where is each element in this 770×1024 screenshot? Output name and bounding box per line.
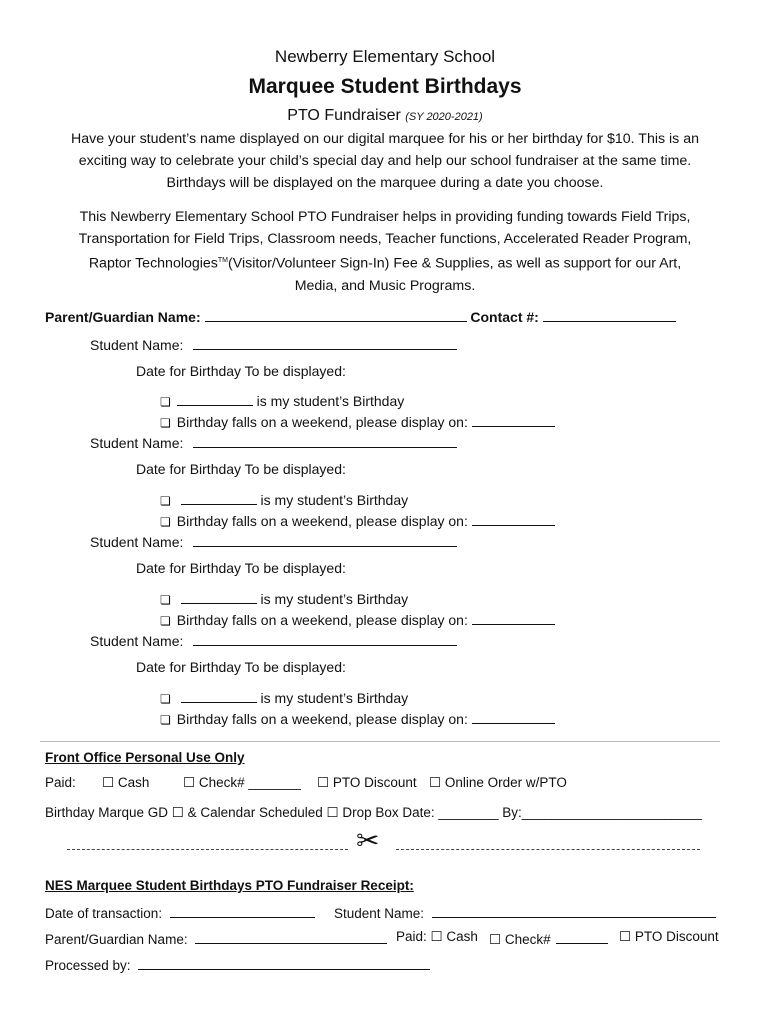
checkbox[interactable]: ❏ [160,614,171,628]
weekend-text: Birthday falls on a weekend, please display on: [176,711,468,727]
receipt-parent-row [45,929,387,947]
intro-line: Have your student’s name displayed on our digital marquee for his or her birthday for $10. This is an [70,131,699,147]
student-row [90,335,457,353]
office-marque-line: Birthday Marque GD ☐ & Calendar Scheduled ☐ Drop Box Date: ________ By:________________________ [45,805,702,820]
student-name-field[interactable] [193,631,457,646]
receipt-paid-cash[interactable]: Paid: ☐ Cash [396,929,478,944]
birthday-text: is my student’s Birthday [260,492,409,508]
student-row [90,433,457,451]
receipt-check-field[interactable] [556,929,608,944]
office-heading: Front Office Personal Use Only [45,750,245,765]
office-pto-discount-option[interactable]: ☐ PTO Discount [317,775,417,790]
receipt-heading: NES Marquee Student Birthdays PTO Fundraiser Receipt: [45,878,414,893]
weekend-text: Birthday falls on a weekend, please display on: [176,612,468,628]
office-paid-label: Paid: [45,775,76,790]
weekend-date-field[interactable] [472,709,555,724]
weekend-date-field[interactable] [472,610,555,625]
date-label: Date for Birthday To be displayed: [136,659,346,675]
contact-label: Contact #: [470,309,539,325]
student-label: Student Name: [90,534,184,550]
weekend-date-field[interactable] [472,412,555,427]
scissors-icon: ✂ [356,825,380,856]
trademark: TM [217,257,229,264]
office-cash-option[interactable]: ☐ Cash [102,775,150,790]
receipt-student-row [334,903,716,921]
page-title: Marquee Student Birthdays [248,75,522,98]
receipt-student-field[interactable] [432,903,716,918]
weekend-text: Birthday falls on a weekend, please display on: [176,513,468,529]
checkbox[interactable]: ❏ [160,494,171,508]
weekend-option [160,511,555,529]
weekend-option [160,412,555,430]
checkbox[interactable]: ❏ [160,416,171,430]
receipt-pto-discount-option[interactable]: ☐ PTO Discount [619,929,719,944]
student-name-field[interactable] [193,433,457,448]
birthday-date-field[interactable] [181,688,257,703]
receipt-check-option[interactable]: ☐ Check# [489,932,551,947]
funding-line [40,250,730,275]
receipt-parent-field[interactable] [195,929,387,944]
student-row [90,532,457,550]
receipt-processed-label: Processed by: [45,958,131,973]
intro-line: exciting way to celebrate your child’s special day and help our school fundraiser at the same time. [78,153,692,169]
intro-paragraph [40,128,730,194]
weekend-date-field[interactable] [472,511,555,526]
checkbox[interactable]: ❏ [160,593,171,607]
contact-field[interactable] [543,307,676,322]
cut-line-right [396,849,700,850]
checkbox[interactable]: ❏ [160,713,171,727]
weekend-text: Birthday falls on a weekend, please display on: [176,414,468,430]
receipt-date-row [45,903,315,921]
parent-row [45,307,676,325]
birthday-option [160,391,404,409]
receipt-student-label: Student Name: [334,906,425,921]
section-divider [40,741,720,742]
subtitle-label: PTO Fundraiser [287,107,401,124]
cut-line-left [67,849,348,850]
parent-name-field[interactable] [205,307,467,322]
receipt-processed-field[interactable] [138,955,430,970]
school-name: Newberry Elementary School [274,47,496,66]
receipt-processed-row [45,955,430,973]
funding-paragraph [40,206,730,297]
birthday-option [160,589,408,607]
student-name-field[interactable] [193,335,457,350]
student-label: Student Name: [90,337,184,353]
receipt-parent-label: Parent/Guardian Name: [45,932,188,947]
date-label: Date for Birthday To be displayed: [136,363,346,379]
student-label: Student Name: [90,633,184,649]
student-label: Student Name: [90,435,184,451]
birthday-text: is my student’s Birthday [260,690,409,706]
raptor-text: Raptor Technologies [88,255,218,272]
receipt-check-row [489,929,608,948]
checkbox[interactable]: ❏ [160,515,171,529]
checkbox[interactable]: ❏ [160,395,171,409]
receipt-date-label: Date of transaction: [45,906,163,921]
birthday-text: is my student’s Birthday [260,591,409,607]
parent-label: Parent/Guardian Name: [45,309,201,325]
funding-line: This Newberry Elementary School PTO Fundraiser helps in providing funding towards Field Trips, [79,209,691,225]
birthday-option [160,688,408,706]
birthday-option [160,490,408,508]
raptor-rest: (Visitor/Volunteer Sign-In) Fee & Supplies, as well as support for our Art, [228,255,682,272]
office-online-order-option[interactable]: ☐ Online Order w/PTO [429,775,567,790]
date-label: Date for Birthday To be displayed: [136,461,346,477]
funding-line: Transportation for Field Trips, Classroom needs, Teacher functions, Accelerated Reader Program, [78,231,692,247]
student-row [90,631,457,649]
checkbox[interactable]: ❏ [160,692,171,706]
receipt-date-field[interactable] [170,903,315,918]
office-check-option[interactable]: ☐ Check# _______ [183,775,301,790]
intro-line: Birthdays will be displayed on the marquee during a date you choose. [166,175,604,191]
school-year: (SY 2020-2021) [405,111,483,123]
birthday-date-field[interactable] [177,391,253,406]
weekend-option [160,709,555,727]
weekend-option [160,610,555,628]
birthday-date-field[interactable] [181,490,257,505]
birthday-date-field[interactable] [181,589,257,604]
birthday-text: is my student’s Birthday [256,393,405,409]
subtitle [0,107,770,125]
date-label: Date for Birthday To be displayed: [136,560,346,576]
student-name-field[interactable] [193,532,457,547]
funding-line: Media, and Music Programs. [294,277,476,294]
